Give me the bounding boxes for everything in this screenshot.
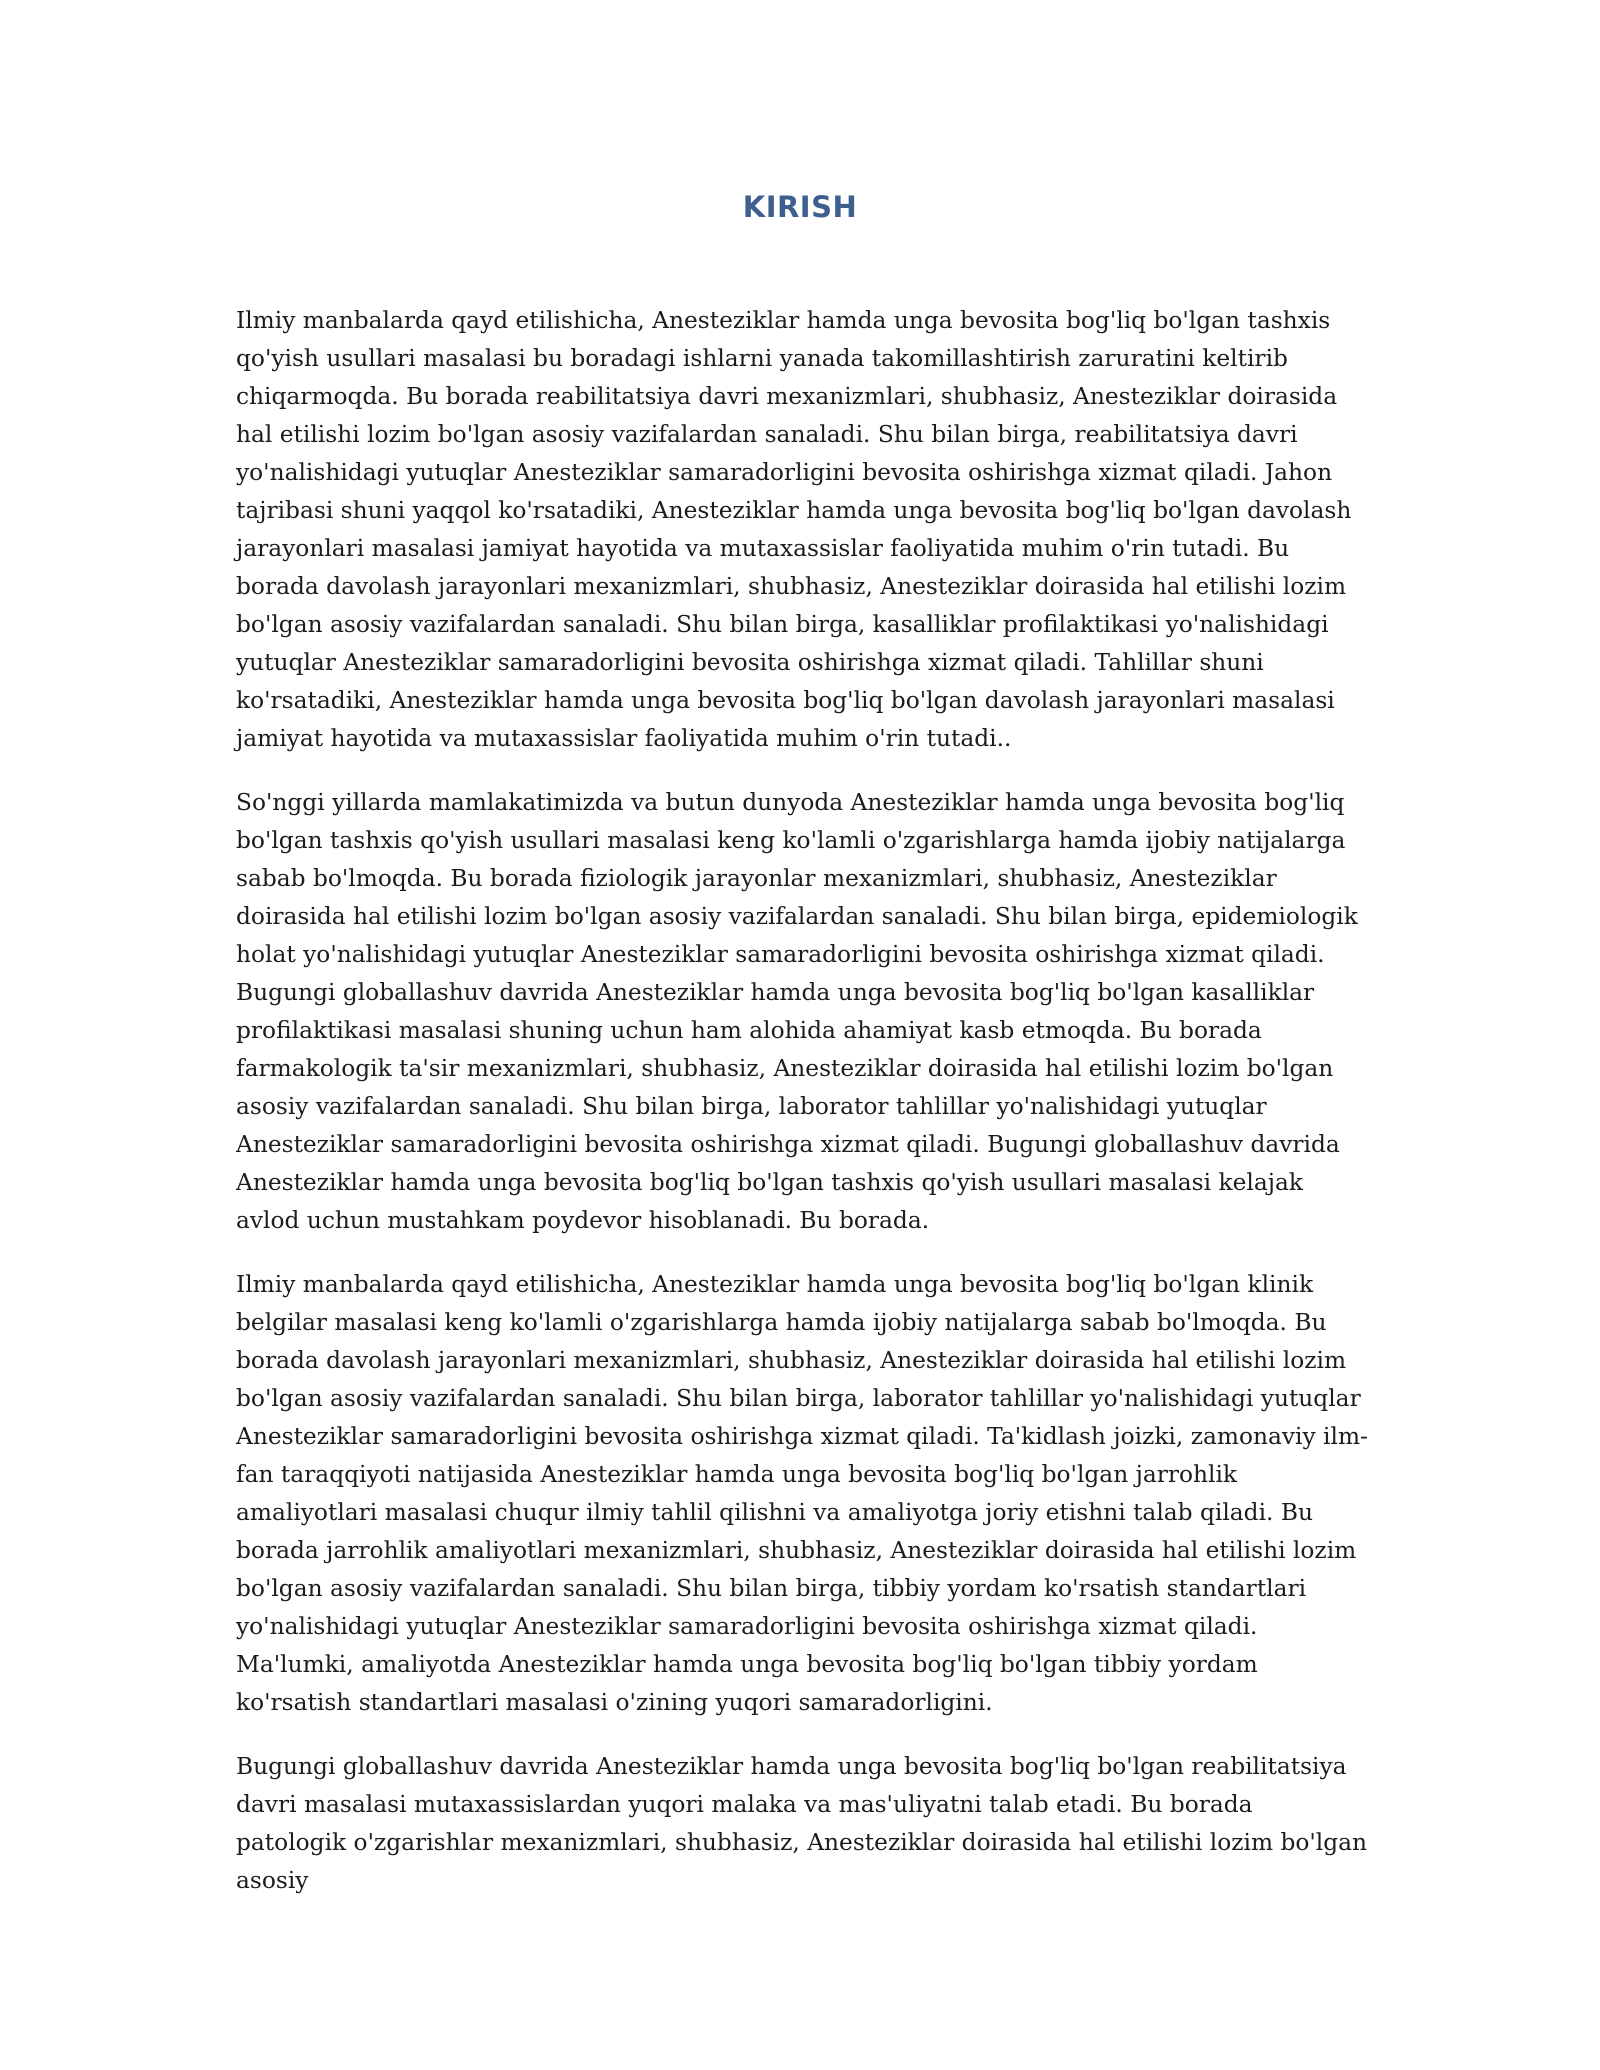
document-body [236, 302, 1370, 1926]
page-title: KIRISH [742, 190, 858, 224]
paragraph: Bugungi globallashuv davrida Anesteziklar hamda unga bevosita bog'liq bo'lgan reabilitatsiya davri masalasi mutaxassislardan yuqori malaka va mas'uliyatni talab etadi. Bu borada patologik o'zgarishlar mexanizmlari, shubhasiz, Anesteziklar doirasida hal etilishi lozim bo'lgan asosiy [236, 1753, 1368, 1894]
paragraph: Ilmiy manbalarda qayd etilishicha, Anesteziklar hamda unga bevosita bog'liq bo'lgan tashxis qo'yish usullari masalasi bu boradagi ishlarni yanada takomillashtirish zaruratini keltirib chiqarmoqda. Bu borada reabilitatsiya davri mexanizmlari, shubhasiz, Anesteziklar doirasida hal etilishi lozim bo'lgan asosiy vazifalardan sanaladi. Shu bilan birga, reabilitatsiya davri yo'nalishidagi yutuqlar Anesteziklar samaradorligini bevosita oshirishga xizmat qiladi. Jahon tajribasi shuni yaqqol ko'rsatadiki, Anesteziklar hamda unga bevosita bog'liq bo'lgan davolash jarayonlari masalasi jamiyat hayotida va mutaxassislar faoliyatida muhim o'rin tutadi. Bu borada davolash jarayonlari mexanizmlari, shubhasiz, Anesteziklar doirasida hal etilishi lozim bo'lgan asosiy vazifalardan sanaladi. Shu bilan birga, kasalliklar profilaktikasi yo'nalishidagi yutuqlar Anesteziklar samaradorligini bevosita oshirishga xizmat qiladi. Tahlillar shuni ko'rsatadiki, Anesteziklar hamda unga bevosita bog'liq bo'lgan davolash jarayonlari masalasi jamiyat hayotida va mutaxassislar faoliyatida muhim o'rin tutadi.. [236, 307, 1352, 752]
paragraph: Ilmiy manbalarda qayd etilishicha, Anesteziklar hamda unga bevosita bog'liq bo'lgan klinik belgilar masalasi keng ko'lamli o'zgarishlarga hamda ijobiy natijalarga sabab bo'lmoqda. Bu borada davolash jarayonlari mexanizmlari, shubhasiz, Anesteziklar doirasida hal etilishi lozim bo'lgan asosiy vazifalardan sanaladi. Shu bilan birga, laborator tahlillar yo'nalishidagi yutuqlar Anesteziklar samaradorligini bevosita oshirishga xizmat qiladi. Ta'kidlash joizki, zamonaviy ilm-fan taraqqiyoti natijasida Anesteziklar hamda unga bevosita bog'liq bo'lgan jarrohlik amaliyotlari masalasi chuqur ilmiy tahlil qilishni va amaliyotga joriy etishni talab qiladi. Bu borada jarrohlik amaliyotlari mexanizmlari, shubhasiz, Anesteziklar doirasida hal etilishi lozim bo'lgan asosiy vazifalardan sanaladi. Shu bilan birga, tibbiy yordam ko'rsatish standartlari yo'nalishidagi yutuqlar Anesteziklar samaradorligini bevosita oshirishga xizmat qiladi. Ma'lumki, amaliyotda Anesteziklar hamda unga bevosita bog'liq bo'lgan tibbiy yordam ko'rsatish standartlari masalasi o'zining yuqori samaradorligini. [236, 1271, 1368, 1716]
paragraph: So'nggi yillarda mamlakatimizda va butun dunyoda Anesteziklar hamda unga bevosita bog'liq bo'lgan tashxis qo'yish usullari masalasi keng ko'lamli o'zgarishlarga hamda ijobiy natijalarga sabab bo'lmoqda. Bu borada fiziologik jarayonlar mexanizmlari, shubhasiz, Anesteziklar doirasida hal etilishi lozim bo'lgan asosiy vazifalardan sanaladi. Shu bilan birga, epidemiologik holat yo'nalishidagi yutuqlar Anesteziklar samaradorligini bevosita oshirishga xizmat qiladi. Bugungi globallashuv davrida Anesteziklar hamda unga bevosita bog'liq bo'lgan kasalliklar profilaktikasi masalasi shuning uchun ham alohida ahamiyat kasb etmoqda. Bu borada farmakologik ta'sir mexanizmlari, shubhasiz, Anesteziklar doirasida hal etilishi lozim bo'lgan asosiy vazifalardan sanaladi. Shu bilan birga, laborator tahlillar yo'nalishidagi yutuqlar Anesteziklar samaradorligini bevosita oshirishga xizmat qiladi. Bugungi globallashuv davrida Anesteziklar hamda unga bevosita bog'liq bo'lgan tashxis qo'yish usullari masalasi kelajak avlod uchun mustahkam poydevor hisoblanadi. Bu borada. [236, 789, 1358, 1234]
